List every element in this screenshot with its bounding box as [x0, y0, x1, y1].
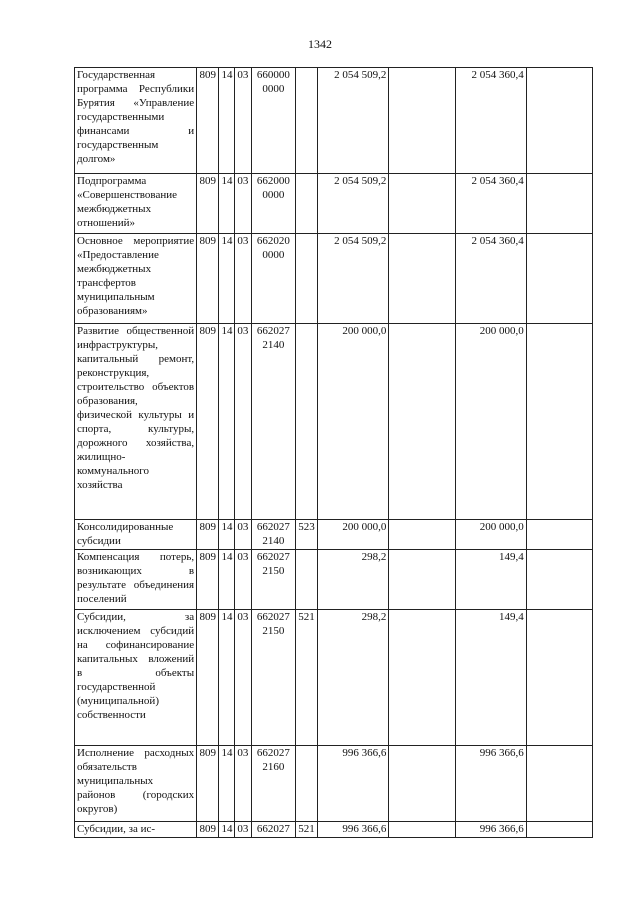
- empty-cell: [389, 174, 455, 234]
- target-article-cell: 662020 0000: [252, 234, 296, 324]
- empty-cell: [526, 324, 592, 520]
- subsection-code-cell: 03: [234, 174, 251, 234]
- section-code-cell: 14: [219, 174, 234, 234]
- expense-type-cell: [295, 174, 317, 234]
- amount-year1-cell: 298,2: [318, 610, 389, 746]
- expense-type-cell: [295, 234, 317, 324]
- expense-type-cell: 523: [295, 520, 317, 550]
- empty-cell: [526, 610, 592, 746]
- ministry-code-cell: 809: [197, 610, 219, 746]
- section-code-cell: 14: [219, 324, 234, 520]
- subsection-code-cell: 03: [234, 822, 251, 838]
- amount-year2-cell: 149,4: [455, 610, 526, 746]
- amount-year1-cell: 2 054 509,2: [318, 68, 389, 174]
- empty-cell: [389, 550, 455, 610]
- amount-year1-cell: 200 000,0: [318, 520, 389, 550]
- section-code-cell: 14: [219, 68, 234, 174]
- section-code-cell: 14: [219, 746, 234, 822]
- ministry-code-cell: 809: [197, 550, 219, 610]
- row-name-cell: Субсидии, за ис-: [75, 822, 197, 838]
- table-row: [75, 520, 593, 550]
- table-row: [75, 324, 593, 520]
- section-code-cell: 14: [219, 822, 234, 838]
- empty-cell: [389, 68, 455, 174]
- budget-table: [74, 67, 593, 838]
- subsection-code-cell: 03: [234, 68, 251, 174]
- empty-cell: [526, 822, 592, 838]
- table-row: [75, 746, 593, 822]
- subsection-code-cell: 03: [234, 610, 251, 746]
- amount-year1-cell: 996 366,6: [318, 746, 389, 822]
- amount-year2-cell: 2 054 360,4: [455, 234, 526, 324]
- target-article-cell: 662027 2150: [252, 610, 296, 746]
- ministry-code-cell: 809: [197, 68, 219, 174]
- expense-type-cell: [295, 324, 317, 520]
- empty-cell: [389, 822, 455, 838]
- expense-type-cell: 521: [295, 610, 317, 746]
- amount-year2-cell: 200 000,0: [455, 324, 526, 520]
- empty-cell: [526, 520, 592, 550]
- section-code-cell: 14: [219, 520, 234, 550]
- target-article-cell: 662027: [252, 822, 296, 838]
- row-name-cell: Государственная программа Республики Бурятия «Управление государственными финансами и государственным долгом»: [75, 68, 197, 174]
- empty-cell: [526, 746, 592, 822]
- section-code-cell: 14: [219, 610, 234, 746]
- subsection-code-cell: 03: [234, 324, 251, 520]
- target-article-cell: 662027 2160: [252, 746, 296, 822]
- ministry-code-cell: 809: [197, 822, 219, 838]
- target-article-cell: 662027 2140: [252, 520, 296, 550]
- subsection-code-cell: 03: [234, 520, 251, 550]
- row-name-cell: Компенсация потерь, возникающих в результате объединения поселений: [75, 550, 197, 610]
- table-row: [75, 68, 593, 174]
- ministry-code-cell: 809: [197, 234, 219, 324]
- row-name-cell: Исполнение расходных обязательств муниципальных районов (городских округов): [75, 746, 197, 822]
- empty-cell: [526, 68, 592, 174]
- amount-year2-cell: 996 366,6: [455, 822, 526, 838]
- page-number: 1342: [308, 37, 332, 51]
- expense-type-cell: [295, 68, 317, 174]
- ministry-code-cell: 809: [197, 174, 219, 234]
- empty-cell: [526, 234, 592, 324]
- row-name-cell: Основное мероприятие «Предоставление межбюджетных трансфертов муниципальным образованиям»: [75, 234, 197, 324]
- amount-year1-cell: 996 366,6: [318, 822, 389, 838]
- row-name-cell: Развитие общественной инфраструктуры, капитальный ремонт, реконструкция, строительство объектов образования, физической культуры и спорта, культуры, дорожного хозяйства, жилищно-коммунального хозяйства: [75, 324, 197, 520]
- ministry-code-cell: 809: [197, 324, 219, 520]
- amount-year2-cell: 200 000,0: [455, 520, 526, 550]
- empty-cell: [389, 324, 455, 520]
- target-article-cell: 662027 2150: [252, 550, 296, 610]
- ministry-code-cell: 809: [197, 746, 219, 822]
- row-name-cell: Консолидированные субсидии: [75, 520, 197, 550]
- ministry-code-cell: 809: [197, 520, 219, 550]
- amount-year1-cell: 298,2: [318, 550, 389, 610]
- empty-cell: [389, 520, 455, 550]
- amount-year2-cell: 149,4: [455, 550, 526, 610]
- empty-cell: [389, 610, 455, 746]
- subsection-code-cell: 03: [234, 746, 251, 822]
- amount-year1-cell: 2 054 509,2: [318, 234, 389, 324]
- table-row: [75, 234, 593, 324]
- empty-cell: [526, 174, 592, 234]
- table-row: [75, 610, 593, 746]
- empty-cell: [389, 234, 455, 324]
- target-article-cell: 660000 0000: [252, 68, 296, 174]
- row-name-cell: Подпрограмма «Совершенствование межбюджетных отношений»: [75, 174, 197, 234]
- empty-cell: [526, 550, 592, 610]
- section-code-cell: 14: [219, 234, 234, 324]
- amount-year1-cell: 2 054 509,2: [318, 174, 389, 234]
- table-row: [75, 550, 593, 610]
- section-code-cell: 14: [219, 550, 234, 610]
- target-article-cell: 662000 0000: [252, 174, 296, 234]
- target-article-cell: 662027 2140: [252, 324, 296, 520]
- budget-table-body: [75, 68, 593, 838]
- subsection-code-cell: 03: [234, 234, 251, 324]
- row-name-cell: Субсидии, за исключением субсидий на софинансирование капитальных вложений в объекты государственной (муниципальной) собственности: [75, 610, 197, 746]
- expense-type-cell: [295, 746, 317, 822]
- table-row: [75, 174, 593, 234]
- amount-year1-cell: 200 000,0: [318, 324, 389, 520]
- amount-year2-cell: 2 054 360,4: [455, 68, 526, 174]
- amount-year2-cell: 2 054 360,4: [455, 174, 526, 234]
- expense-type-cell: 521: [295, 822, 317, 838]
- table-row: [75, 822, 593, 838]
- amount-year2-cell: 996 366,6: [455, 746, 526, 822]
- expense-type-cell: [295, 550, 317, 610]
- subsection-code-cell: 03: [234, 550, 251, 610]
- empty-cell: [389, 746, 455, 822]
